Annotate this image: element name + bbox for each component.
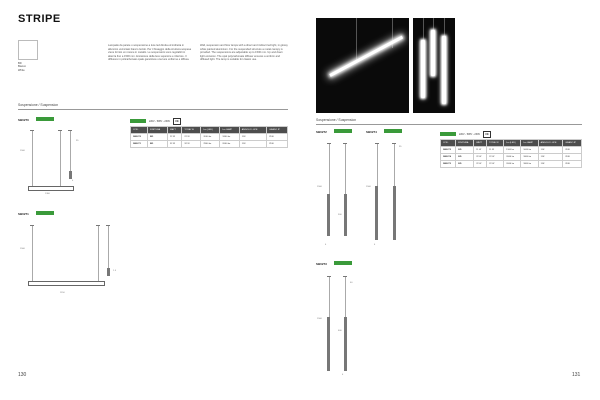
photo-cable <box>444 18 445 36</box>
table-cell: IP40 <box>563 161 582 168</box>
column-header: Lm (LED) <box>201 127 220 134</box>
table-cell: 22 W <box>474 161 487 168</box>
table-cell: 2000 lm <box>504 154 521 161</box>
suspension-cable <box>98 226 99 281</box>
dimension-label: 1500 <box>317 186 322 188</box>
column-header: FINITURA <box>148 127 168 134</box>
ce-mark: CE <box>173 118 181 125</box>
table-row <box>441 147 582 154</box>
product-photo-linear <box>316 18 409 113</box>
section-divider <box>316 124 582 125</box>
dimension-label: 60 <box>350 282 353 284</box>
canopy <box>68 130 72 131</box>
table-cell: IP40 <box>267 134 288 141</box>
product-code: SB0271 <box>18 212 29 216</box>
profile-cable <box>70 131 71 171</box>
table-header-row <box>441 140 582 147</box>
table-row <box>441 154 582 161</box>
table-cell: 2000 lm <box>504 161 521 168</box>
table-cell: 22 W <box>487 161 504 168</box>
swatch-label: BD Bianco White <box>18 62 26 72</box>
table-cell: 1800 lm <box>220 134 239 141</box>
lamp-tube <box>327 194 330 236</box>
lamp-profile <box>344 317 347 371</box>
dimension-label: 600 <box>338 330 342 332</box>
table-cell: BD <box>456 161 474 168</box>
table-cell: BD <box>148 134 168 141</box>
spec-table-left <box>130 126 288 148</box>
profile-cable <box>394 144 395 186</box>
lamp-bar <box>28 186 74 191</box>
table-cell: BD <box>456 147 474 154</box>
table-cell: 110° <box>538 154 563 161</box>
suspension-cable <box>32 226 33 281</box>
dimension-label: 1360 <box>45 193 50 195</box>
profile-cable <box>108 226 109 268</box>
table-cell: 22 W <box>487 154 504 161</box>
column-header: WATT <box>474 140 487 147</box>
section-title-right: Sospensione / Suspension <box>316 118 357 122</box>
column-header: Lm (LED) <box>504 140 521 147</box>
product-code: SB0272 <box>316 130 327 134</box>
led-badge <box>334 129 352 133</box>
column-header: ANGOLO LUCE <box>538 140 563 147</box>
table-cell: 110° <box>538 161 563 168</box>
table-row <box>131 141 288 148</box>
profile-cable <box>345 144 346 194</box>
table-cell: SB0274 <box>441 154 456 161</box>
column-header: Lm LAMP <box>521 140 538 147</box>
description-italian: Lampade da parete o sospensione a luce led diretta ed indiretta in alluminio verniciato bianco lucido. Per il fissaggio della struttura sospesa viene fornito un rosone in metallo. Le sospensioni sono regolabili in altezza fino a 1500 mm. Emissione della luce superiore e inferiore. Il diffusore in policarbonato opale garantisce una luce uniforme e diffusa. <box>108 44 192 62</box>
table-cell: 32 W <box>167 141 181 148</box>
column-header: TOTAL W <box>487 140 504 147</box>
dimension-label: 1150 <box>60 292 65 294</box>
table-cell: 110° <box>239 141 266 148</box>
table-header-bar <box>440 130 491 138</box>
column-header: Lm LAMP <box>220 127 239 134</box>
dimension-label: 4 <box>72 180 74 182</box>
description-english: Wall, suspension and floor lamps with a direct and indirect led light, in glossy white painted aluminium. For the suspended structure a metal canopy is provided. The suspensions are adjustable up to 1500 mm. Up and down light emission. The opal polycarbonate diffuser ensures a uniform and diffused light. The lamp is suitable for classic use. <box>200 44 288 62</box>
table-cell: SB0271 <box>131 141 148 148</box>
photo-light-bar <box>329 36 403 77</box>
lamp-profile <box>393 186 396 240</box>
dimension-label: 4 <box>325 244 327 246</box>
spec-table-right <box>440 139 582 168</box>
column-header: GRADO IP <box>267 127 288 134</box>
table-cell: 22 W <box>182 134 201 141</box>
table-cell: BD <box>148 141 168 148</box>
dimension-label: 1500 <box>317 318 322 320</box>
dimension-label: 1500 <box>366 186 371 188</box>
product-code: SB0274 <box>366 130 377 134</box>
photo-cable <box>356 18 357 60</box>
table-cell: 110° <box>538 147 563 154</box>
photo-light-tube <box>421 40 425 98</box>
canopy <box>58 130 62 131</box>
led-badge <box>440 132 456 136</box>
suspension-cable <box>329 144 330 194</box>
table-cell: 1100 lm <box>504 147 521 154</box>
suspension-cable <box>377 144 378 186</box>
table-cell: 11 W <box>487 147 504 154</box>
table-cell: 2900 lm <box>201 141 220 148</box>
dimension-label: 95 <box>76 140 79 142</box>
column-header: COD. <box>131 127 148 134</box>
dimension-label: 4 <box>374 244 376 246</box>
lamp-tube <box>375 186 378 240</box>
lamp-profile <box>344 194 347 236</box>
column-header: GRADO IP <box>563 140 582 147</box>
lamp-tube <box>327 317 330 371</box>
column-header: TOTAL W <box>182 127 201 134</box>
photo-cable <box>433 18 434 30</box>
dimension-label: 300 <box>338 214 342 216</box>
dimension-label: 1.5 <box>113 270 117 272</box>
led-badge <box>384 129 402 133</box>
dimension-label: 1500 <box>20 248 25 250</box>
dimension-label: 95 <box>399 146 402 148</box>
led-badge <box>130 119 146 123</box>
table-cell: 32 W <box>182 141 201 148</box>
table-cell: 1800 lm <box>521 161 538 168</box>
photo-light-tube <box>442 36 446 104</box>
table-header-row <box>131 127 288 134</box>
product-code: SB0273 <box>316 262 327 266</box>
table-cell: 1800 lm <box>521 154 538 161</box>
column-header: ANGOLO LUCE <box>239 127 266 134</box>
column-header: FINITURA <box>456 140 474 147</box>
product-photo-vertical <box>413 18 455 113</box>
section-divider <box>18 109 288 110</box>
led-badge <box>36 117 54 121</box>
photo-light-tube <box>431 30 435 76</box>
suspension-cable <box>60 131 61 186</box>
table-cell: BD <box>456 154 474 161</box>
product-code: SB0270 <box>18 118 29 122</box>
table-cell: 1000 lm <box>521 147 538 154</box>
table-cell: SB0270 <box>131 134 148 141</box>
column-header: COD. <box>441 140 456 147</box>
table-cell: 22 W <box>474 154 487 161</box>
table-cell: 110° <box>239 134 266 141</box>
table-cell: SB0272 <box>441 147 456 154</box>
led-badge <box>334 261 352 265</box>
page-number-left: 130 <box>18 372 27 378</box>
dimension-label: 1500 <box>20 150 25 152</box>
dimension-label: 4 <box>342 374 344 376</box>
table-cell: 11 W <box>474 147 487 154</box>
lamp-bar <box>28 281 105 286</box>
table-cell: SB0273 <box>441 161 456 168</box>
ce-mark: CE <box>483 131 491 138</box>
voltage-text: 220V - 50Hz - 230V <box>459 132 480 136</box>
lamp-profile <box>69 171 72 179</box>
table-cell: 22 W <box>167 134 181 141</box>
suspension-cable <box>32 131 33 186</box>
table-cell: IP40 <box>563 154 582 161</box>
page-number-right: 131 <box>572 372 581 378</box>
lamp-profile <box>107 268 110 276</box>
finish-swatch <box>18 40 38 60</box>
table-row <box>131 134 288 141</box>
suspension-cable <box>329 277 330 317</box>
voltage-text: 220V - 50Hz - 230V <box>149 119 170 123</box>
section-title-left: Sospensione / Suspension <box>18 103 59 107</box>
profile-cable <box>345 277 346 317</box>
table-cell: IP40 <box>563 147 582 154</box>
table-cell: 2000 lm <box>201 134 220 141</box>
led-badge <box>36 211 54 215</box>
column-header: WATT <box>167 127 181 134</box>
photo-cable <box>423 18 424 40</box>
page-title: STRIPE <box>18 13 61 25</box>
table-cell: 2600 lm <box>220 141 239 148</box>
table-cell: IP40 <box>267 141 288 148</box>
table-header-bar <box>130 117 181 125</box>
table-row <box>441 161 582 168</box>
